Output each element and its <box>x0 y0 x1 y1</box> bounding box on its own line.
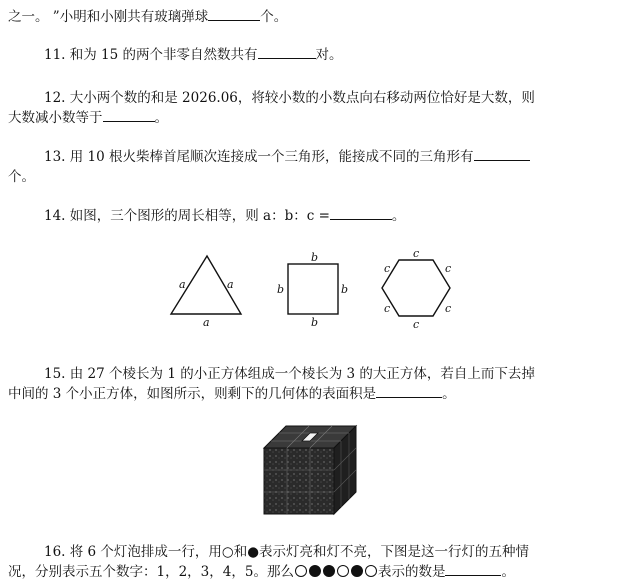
triangle-left-label: a <box>179 278 186 291</box>
triangle-right-label: a <box>227 278 234 291</box>
answer-blank <box>258 46 316 59</box>
answer-blank <box>208 8 260 21</box>
question-15-line1: 15. 由 27 个棱长为 1 的小正方体组成一个棱长为 3 的大正方体，若自上而下去掉 <box>44 366 535 382</box>
question-13-text: 13. 用 10 根火柴棒首尾顺次连接成一个三角形，能接成不同的三角形有 <box>44 149 474 165</box>
question-13-line2: 个。 <box>8 169 35 185</box>
question-16-text-2: 表示的数是 <box>377 564 446 580</box>
question-16-text: 况，分别表示五个数字：1，2，3，4，5。那么 <box>8 564 294 580</box>
question-11-end: 对。 <box>315 47 343 63</box>
triangle-bottom-label: a <box>203 316 210 329</box>
hexagon-right-top-label: c <box>445 262 452 275</box>
square-bottom-label: b <box>311 316 319 329</box>
question-11-text: 11. 和为 15 的两个非零自然数共有 <box>44 47 258 63</box>
question-16-line2 <box>8 560 515 580</box>
hexagon-figure <box>382 248 451 331</box>
question-14-text: 14. 如图，三个图形的周长相等，则 a：b：c = <box>44 208 330 224</box>
answer-blank <box>376 385 442 398</box>
light-sequence <box>294 564 378 580</box>
question-13-line1 <box>44 145 530 165</box>
hexagon-right-bottom-label: c <box>445 302 452 315</box>
square-left-label: b <box>277 283 285 296</box>
light-on-icon <box>295 565 307 577</box>
triangle-figure <box>171 256 241 329</box>
answer-blank <box>474 148 530 161</box>
question-12-text: 大数减小数等于 <box>8 110 103 126</box>
question-15-text: 中间的 3 个小正方体，如图所示，则剩下的几何体的表面积是 <box>8 386 377 402</box>
question-15-line2 <box>8 382 456 402</box>
light-on-icon <box>365 565 377 577</box>
answer-blank <box>330 207 392 220</box>
question-16-line1: 16. 将 6 个灯泡排成一行，用○和●表示灯亮和灯不亮，下图是这一行灯的五种情 <box>44 544 529 560</box>
hexagon-left-top-label: c <box>384 262 391 275</box>
light-off-icon <box>351 565 363 577</box>
question-12-end: 。 <box>154 110 168 126</box>
question-14 <box>44 204 405 224</box>
light-off-icon <box>309 565 321 577</box>
square-right-label: b <box>341 283 349 296</box>
question-12-line2 <box>8 106 168 126</box>
hexagon-left-bottom-label: c <box>384 302 391 315</box>
figure-14 <box>165 248 465 334</box>
question-16-end: 。 <box>501 564 515 580</box>
question-10-text: 之一。 ”小明和小刚共有玻璃弹球 <box>8 9 209 25</box>
hexagon-top-label: c <box>413 248 420 260</box>
question-11 <box>44 43 343 63</box>
question-10-end: 个。 <box>260 9 288 25</box>
question-14-end: 。 <box>391 208 406 224</box>
question-12-line1: 12. 大小两个数的和是 2026.06，将较小数的小数点向右移动两位恰好是大数，则 <box>44 90 535 106</box>
light-on-icon <box>337 565 349 577</box>
cube-figure <box>262 424 362 516</box>
hexagon-bottom-label: c <box>413 318 420 331</box>
answer-blank <box>445 563 501 576</box>
question-15-end: 。 <box>442 386 456 402</box>
light-off-icon <box>323 565 335 577</box>
question-10-tail <box>8 5 287 25</box>
square-figure <box>277 251 348 329</box>
square-top-label: b <box>311 251 319 264</box>
answer-blank <box>103 109 155 122</box>
